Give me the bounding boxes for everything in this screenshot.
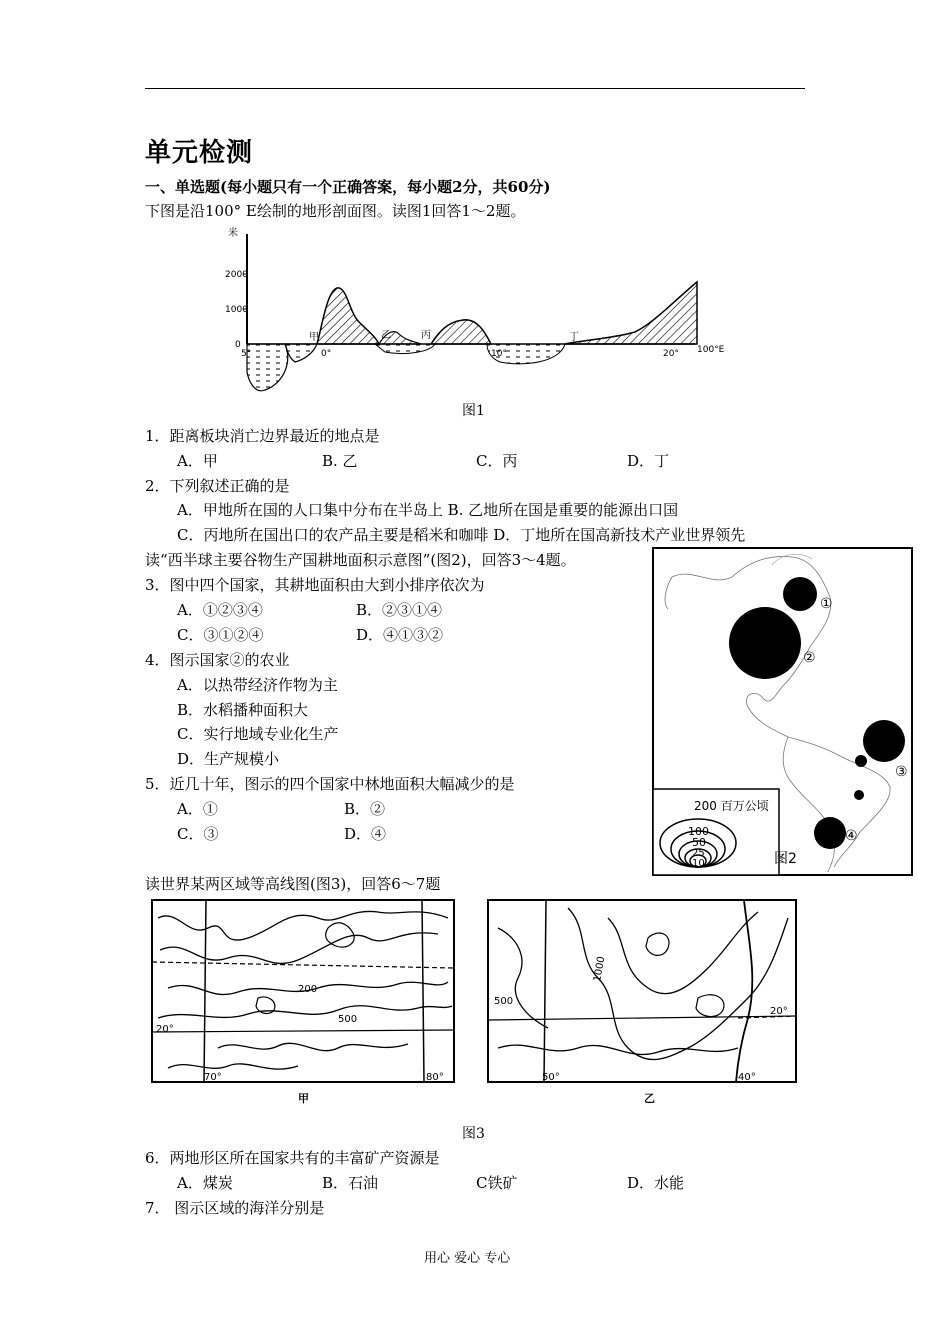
place-label: 丙	[421, 330, 431, 341]
q6-option-b: B．石油	[322, 1174, 379, 1192]
lon-label: 50°	[542, 1072, 560, 1083]
legend-title: 200 百万公顷	[694, 799, 769, 813]
q1-option-d: D．丁	[627, 452, 670, 470]
page-title: 单元检测	[145, 138, 254, 168]
intro-fig2: 读“西半球主要谷物生产国耕地面积示意图”(图2)，回答3～4题。	[145, 551, 576, 569]
q2-options-ab: A．甲地所在国的人口集中分布在半岛上 B. 乙地所在国是重要的能源出口国	[177, 501, 679, 519]
q6-option-a: A．煤炭	[177, 1174, 233, 1192]
marker-4: ④	[845, 828, 858, 844]
legend-value: 25	[692, 848, 705, 859]
y-unit-label: 米	[228, 228, 238, 239]
contour-label: 500	[338, 1014, 358, 1025]
q4-option-a: A．以热带经济作物为主	[177, 676, 338, 694]
q2-options-cd: C．丙地所在国出口的农产品主要是稻米和咖啡 D．丁地所在国高新技术产业世界领先	[177, 526, 746, 544]
contour-label: 500	[494, 996, 514, 1007]
lat-label: 20°	[156, 1024, 174, 1035]
question-4: 4．图示国家②的农业	[145, 651, 290, 669]
place-label: 乙	[381, 330, 391, 341]
q3-option-b: B．②③①④	[356, 601, 443, 619]
y-tick: 2000	[225, 270, 248, 280]
question-3: 3．图中四个国家，其耕地面积由大到小排序依次为	[145, 576, 485, 594]
page-footer: 用心 爱心 专心	[424, 1251, 511, 1266]
figure-1-terrain-profile	[225, 222, 725, 394]
question-6: 6．两地形区所在国家共有的丰富矿产资源是	[145, 1149, 440, 1167]
figure-1-caption: 图1	[462, 403, 485, 419]
lon-label: 80°	[426, 1072, 444, 1083]
marker-2: ②	[803, 650, 816, 666]
legend-value: 100	[688, 825, 709, 838]
q1-option-b: B. 乙	[322, 452, 358, 470]
question-7: 7． 图示区域的海洋分别是	[145, 1199, 325, 1217]
x-tick: 20°	[663, 349, 679, 359]
figure-2-caption: 图2	[774, 851, 797, 867]
legend-value: 50	[692, 836, 706, 849]
q1-option-c: C．丙	[476, 452, 518, 470]
map-jia	[152, 900, 454, 1083]
figure-3-caption: 图3	[462, 1126, 485, 1142]
x-tick: 100°E	[697, 345, 725, 355]
x-tick: 10°	[491, 349, 507, 359]
lon-label: 40°	[738, 1072, 756, 1083]
question-2: 2．下列叙述正确的是	[145, 477, 290, 495]
q4-option-d: D．生产规模小	[177, 750, 280, 768]
intro-fig3: 读世界某两区域等高线图(图3)，回答6～7题	[145, 875, 441, 893]
question-1: 1．距离板块消亡边界最近的地点是	[145, 427, 380, 445]
q5-option-a: A．①	[177, 800, 218, 818]
y-tick: 0	[235, 340, 241, 350]
marker-1: ①	[820, 596, 833, 612]
x-tick: 0°	[321, 349, 332, 359]
q5-option-b: B．②	[344, 800, 386, 818]
q5-option-c: C．③	[177, 825, 219, 843]
contour-label: 1000	[592, 955, 608, 983]
q6-option-c: C铁矿	[476, 1174, 518, 1192]
q3-option-a: A．①②③④	[177, 601, 263, 619]
map-label-jia: 甲	[298, 1092, 309, 1105]
lon-label: 70°	[204, 1072, 222, 1083]
figure-2-map	[652, 547, 913, 876]
q5-option-d: D．④	[344, 825, 387, 843]
q4-option-b: B．水稻播种面积大	[177, 701, 309, 719]
marker-3: ③	[895, 764, 908, 780]
figure-3-contour-maps	[148, 898, 800, 1110]
q3-option-d: D．④①③②	[356, 626, 444, 644]
x-tick: 5°	[241, 349, 252, 359]
q4-option-c: C．实行地域专业化生产	[177, 725, 339, 743]
contour-label: 200	[298, 984, 318, 995]
question-5: 5．近几十年，图示的四个国家中林地面积大幅减少的是	[145, 775, 515, 793]
q1-option-a: A．甲	[177, 452, 218, 470]
map-label-yi: 乙	[644, 1092, 655, 1105]
intro-fig1: 下图是沿100° E绘制的地形剖面图。读图1回答1～2题。	[145, 202, 526, 220]
place-label: 甲	[309, 332, 319, 343]
y-tick: 1000	[225, 305, 248, 315]
header-rule	[145, 88, 805, 89]
q6-option-d: D．水能	[627, 1174, 685, 1192]
legend-value: 10	[692, 858, 705, 869]
q3-option-c: C．③①②④	[177, 626, 264, 644]
lat-label: 20°	[770, 1006, 788, 1017]
section-heading: 一、单选题(每小题只有一个正确答案，每小题2分，共60分)	[145, 178, 551, 196]
map-yi	[488, 900, 796, 1083]
place-label: 丁	[569, 332, 579, 343]
